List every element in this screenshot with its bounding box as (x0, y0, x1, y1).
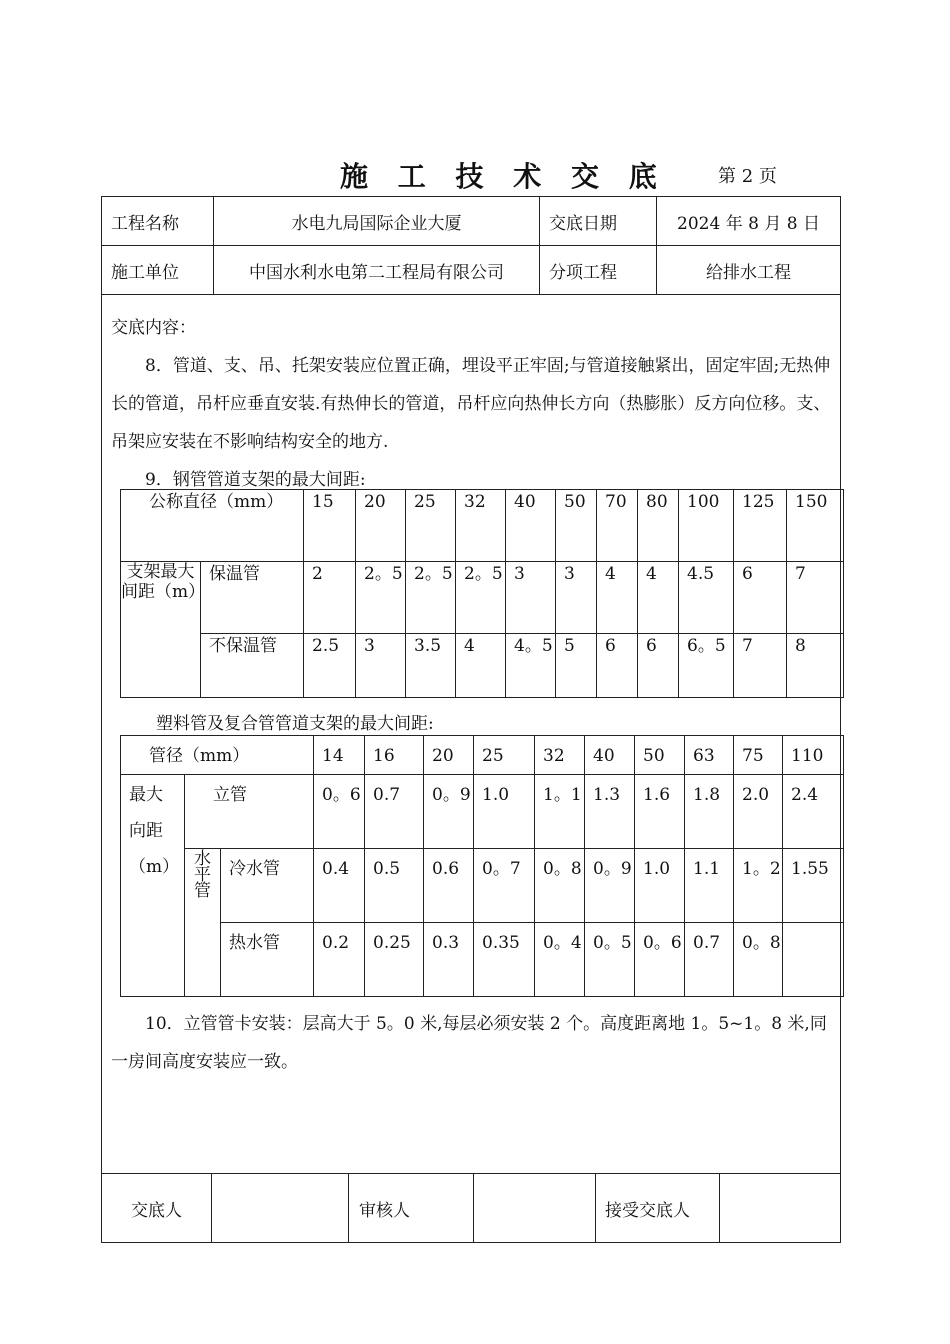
item-10-text: 10．立管管卡安装：层高大于 5。0 米,每层必须安装 2 个。高度距离地 1。5~1。8 米,同一房间高度安装应一致。 (111, 1014, 827, 1072)
plastic-cell: 0。9 (424, 775, 474, 849)
steel-row-label: 不保温管 (201, 634, 304, 698)
plastic-row-label: 热水管 (221, 923, 314, 997)
steel-cell: 6 (638, 634, 679, 698)
steel-cell: 4 (456, 634, 506, 698)
plastic-cell: 0。5 (585, 923, 635, 997)
plastic-cell: 1.1 (685, 849, 734, 923)
info-row-unit (102, 246, 840, 295)
plastic-pipe-support-table (120, 735, 844, 997)
plastic-cell (783, 923, 844, 997)
plastic-cold-row (121, 849, 844, 923)
plastic-cell: 1.0 (474, 775, 535, 849)
steel-diameter: 20 (356, 490, 406, 562)
steel-diameter: 15 (304, 490, 356, 562)
plastic-diameter: 32 (535, 736, 585, 775)
project-name-label: 工程名称 (102, 197, 214, 245)
steel-diameter: 25 (406, 490, 456, 562)
plastic-diameter: 20 (424, 736, 474, 775)
presenter-label: 交底人 (102, 1174, 212, 1242)
presenter-signature-field[interactable] (212, 1174, 349, 1242)
steel-diameter: 50 (556, 490, 597, 562)
steel-diameter: 100 (679, 490, 734, 562)
reviewer-label: 审核人 (349, 1174, 474, 1242)
plastic-diameter: 16 (365, 736, 424, 775)
steel-cell: 4。5 (506, 634, 556, 698)
plastic-diameter: 40 (585, 736, 635, 775)
document-title: 施 工 技 术 交 底 (340, 160, 667, 193)
project-name-value: 水电九局国际企业大厦 (214, 197, 540, 245)
plastic-cell: 0。8 (734, 923, 783, 997)
receiver-signature-field[interactable] (720, 1174, 840, 1242)
steel-cell: 6 (734, 562, 787, 634)
plastic-cell: 2.4 (783, 775, 844, 849)
content-heading: 交底内容： (111, 318, 196, 338)
steel-cell: 2.5 (304, 634, 356, 698)
steel-cell: 7 (787, 562, 844, 634)
steel-cell: 3.5 (406, 634, 456, 698)
steel-cell: 4.5 (679, 562, 734, 634)
steel-cell: 4 (638, 562, 679, 634)
plastic-cell: 1。2 (734, 849, 783, 923)
plastic-diameter: 63 (685, 736, 734, 775)
steel-pipe-support-table (120, 489, 844, 698)
plastic-cell: 0.2 (314, 923, 365, 997)
plastic-header-row (121, 736, 844, 775)
steel-insulated-row (121, 562, 844, 634)
info-row-project (102, 197, 840, 246)
plastic-group-label-top: 最大 (129, 785, 163, 805)
plastic-table-title: 塑料管及复合管管道支架的最大间距: (156, 714, 434, 734)
plastic-cell: 1。1 (535, 775, 585, 849)
plastic-cell: 0.6 (424, 849, 474, 923)
steel-cell: 5 (556, 634, 597, 698)
receiver-label: 接受交底人 (596, 1174, 720, 1242)
steel-group-label: 支架最大间距（m） (121, 562, 201, 698)
plastic-diameter: 110 (783, 736, 844, 775)
plastic-cell: 0。6 (635, 923, 685, 997)
plastic-diameter: 25 (474, 736, 535, 775)
item-9-text: 9．钢管管道支架的最大间距: (145, 470, 366, 490)
plastic-group-label (121, 775, 185, 997)
steel-cell: 4 (597, 562, 638, 634)
plastic-cell: 1.8 (685, 775, 734, 849)
plastic-cell: 1.0 (635, 849, 685, 923)
plastic-cell: 1.3 (585, 775, 635, 849)
steel-diameter: 40 (506, 490, 556, 562)
plastic-cell: 0.7 (685, 923, 734, 997)
plastic-cell: 0.25 (365, 923, 424, 997)
date-value: 2024 年 8 月 8 日 (677, 213, 820, 234)
date-label: 交底日期 (540, 197, 657, 245)
subproject-value: 给排水工程 (706, 262, 791, 283)
steel-cell: 3 (556, 562, 597, 634)
subproject-label: 分项工程 (540, 246, 657, 294)
steel-row-label: 保温管 (201, 562, 304, 634)
unit-value: 中国水利水电第二工程局有限公司 (214, 246, 540, 294)
steel-cell: 2。5 (356, 562, 406, 634)
item-10-block (111, 1005, 831, 1081)
plastic-cell: 0.3 (424, 923, 474, 997)
plastic-diameter: 14 (314, 736, 365, 775)
steel-diameter: 80 (638, 490, 679, 562)
steel-diameter: 70 (597, 490, 638, 562)
plastic-diameter: 75 (734, 736, 783, 775)
steel-cell: 3 (506, 562, 556, 634)
steel-cell: 2 (304, 562, 356, 634)
plastic-cell: 1.6 (635, 775, 685, 849)
steel-cell: 8 (787, 634, 844, 698)
plastic-cell: 0。9 (585, 849, 635, 923)
page-number: 第 2 页 (718, 166, 777, 187)
plastic-cell: 2.0 (734, 775, 783, 849)
plastic-cell: 0。4 (535, 923, 585, 997)
disclosure-form (101, 196, 841, 1243)
steel-cell: 2。5 (456, 562, 506, 634)
steel-header-row (121, 490, 844, 562)
plastic-diameter-label: 管径（mm） (121, 736, 314, 775)
steel-cell: 2。5 (406, 562, 456, 634)
steel-diameter: 32 (456, 490, 506, 562)
plastic-vertical-row (121, 775, 844, 849)
item-8-text: 8．管道、支、吊、托架安装应位置正确，埋设平正牢固;与管道接触紧出，固定牢固;无热伸长的管道，吊杆应垂直安装.有热伸长的管道，吊杆应向热伸长方向（热膨胀）反方向位移。支、吊架应安装在不影响结构安全的地方. (111, 356, 831, 452)
unit-label: 施工单位 (102, 246, 214, 294)
steel-uninsulated-row (121, 634, 844, 698)
plastic-cell: 0.5 (365, 849, 424, 923)
steel-cell: 6。5 (679, 634, 734, 698)
plastic-cell: 0.4 (314, 849, 365, 923)
plastic-hot-row (121, 923, 844, 997)
plastic-group-label-bottom: （m） (129, 857, 180, 877)
plastic-cell: 0.7 (365, 775, 424, 849)
plastic-cell: 0。6 (314, 775, 365, 849)
steel-diameter: 125 (734, 490, 787, 562)
plastic-cell: 0。8 (535, 849, 585, 923)
steel-cell: 3 (356, 634, 406, 698)
plastic-cell: 0.35 (474, 923, 535, 997)
steel-diameter: 150 (787, 490, 844, 562)
horizontal-label-text: 水平管 (190, 849, 210, 897)
plastic-diameter: 50 (635, 736, 685, 775)
steel-cell: 6 (597, 634, 638, 698)
plastic-row-label: 立管 (185, 775, 314, 849)
plastic-horizontal-label (185, 849, 221, 997)
plastic-row-label: 冷水管 (221, 849, 314, 923)
content-block (111, 309, 831, 499)
plastic-cell: 0。7 (474, 849, 535, 923)
signature-row (102, 1173, 840, 1242)
plastic-group-label-mid: 向距 (129, 821, 163, 841)
plastic-cell: 1.55 (783, 849, 844, 923)
reviewer-signature-field[interactable] (474, 1174, 596, 1242)
steel-cell: 7 (734, 634, 787, 698)
steel-diameter-label: 公称直径（mm） (121, 490, 304, 562)
